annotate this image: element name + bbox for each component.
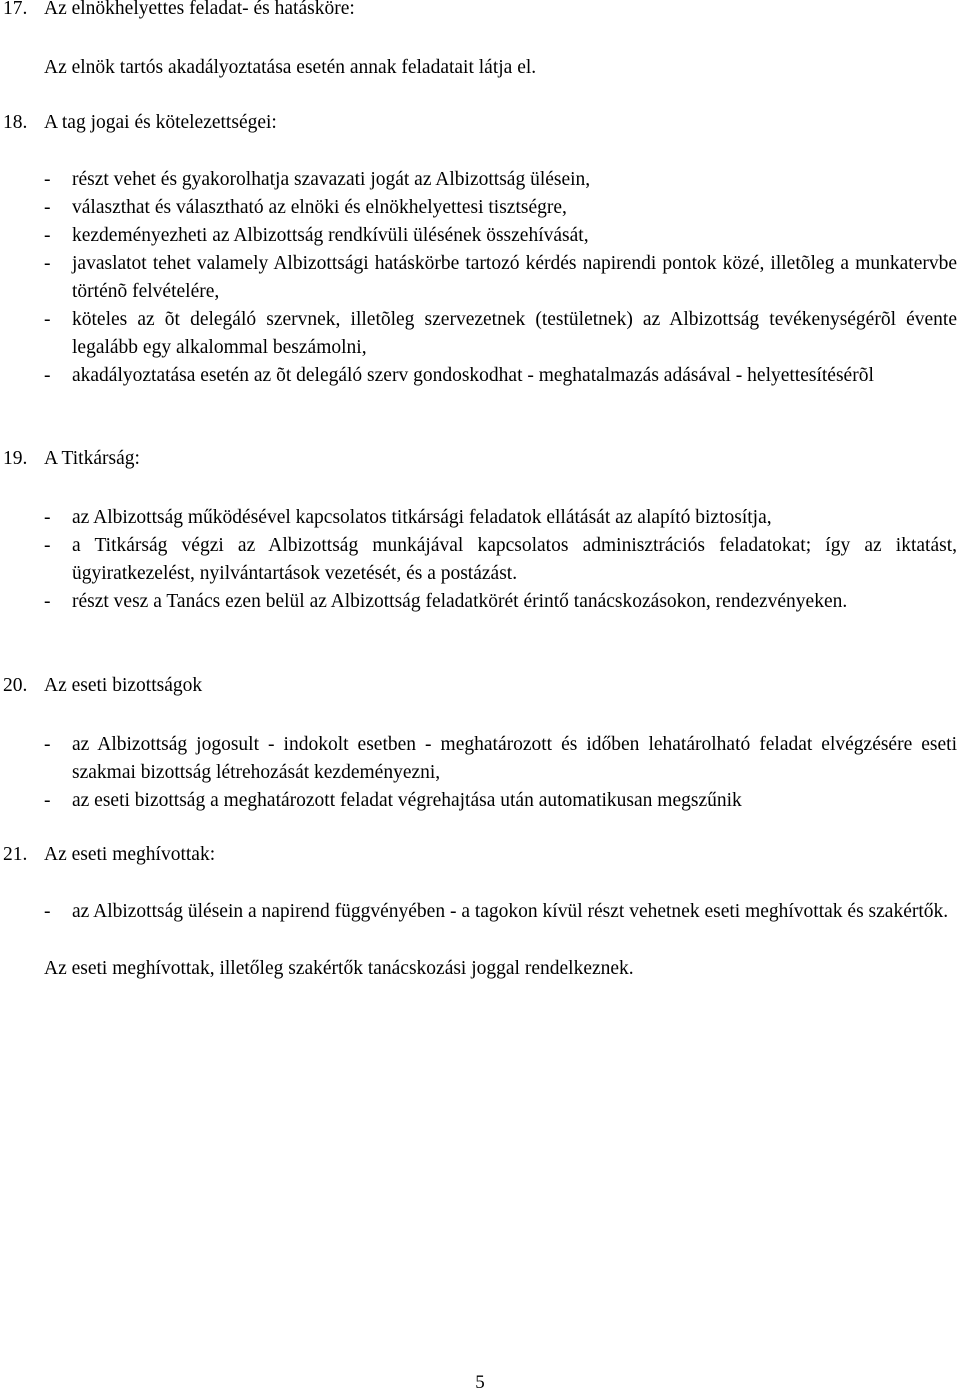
list-item [44, 898, 957, 926]
list-item-text: az Albizottság ülésein a napirend függvényében - a tagokon kívül részt vehetnek eseti meghívottak és szakértők. [72, 901, 949, 922]
bullet-dash: - [44, 169, 51, 190]
list-item-text: köteles az õt delegáló szervnek, illetõleg szervezetnek (testületnek) az Albizottság tevékenységérõl évente legalább egy alkalommal beszámolni, [72, 309, 957, 358]
section-21-paragraph: Az eseti meghívottak, illetőleg szakértők tanácskozási joggal rendelkeznek. [44, 958, 634, 979]
section-17-paragraph: Az elnök tartós akadályoztatása esetén annak feladatait látja el. [44, 57, 537, 78]
section-20-list [44, 731, 957, 815]
list-item [44, 532, 957, 588]
section-title: A Titkárság: [44, 448, 140, 469]
section-title: A tag jogai és kötelezettségei: [44, 112, 277, 133]
list-item-text: kezdeményezheti az Albizottság rendkívüli ülésének összehívását, [72, 225, 589, 246]
list-item [44, 504, 957, 532]
list-item [44, 250, 957, 306]
section-number: 19. [3, 448, 28, 469]
list-item [44, 222, 957, 250]
bullet-dash: - [44, 225, 51, 246]
section-number: 17. [3, 0, 28, 19]
list-item-text: az Albizottság működésével kapcsolatos titkársági feladatok ellátását az alapító biztosítja, [72, 507, 772, 528]
bullet-dash: - [44, 591, 51, 612]
list-item-text: választhat és választható az elnöki és elnökhelyettesi tisztségre, [72, 197, 567, 218]
section-19-list [44, 504, 957, 616]
bullet-dash: - [44, 365, 51, 386]
bullet-dash: - [44, 507, 51, 528]
list-item [44, 362, 957, 390]
section-number: 20. [3, 675, 28, 696]
list-item-text: részt vehet és gyakorolhatja szavazati jogát az Albizottság ülésein, [72, 169, 591, 190]
list-item [44, 731, 957, 787]
list-item-text: részt vesz a Tanács ezen belül az Albizottság feladatkörét érintő tanácskozásokon, rendezvényeken. [72, 591, 848, 612]
list-item [44, 306, 957, 362]
section-21-list [44, 898, 957, 926]
bullet-dash: - [44, 734, 51, 755]
section-title: Az eseti meghívottak: [44, 844, 216, 865]
bullet-dash: - [44, 790, 51, 811]
bullet-dash: - [44, 535, 51, 556]
list-item [44, 166, 957, 194]
list-item-text: az Albizottság jogosult - indokolt esetben - meghatározott és időben lehatárolható feladat elvégzésére eseti szakmai bizottság létrehozását kezdeményezni, [72, 734, 957, 783]
section-18-list [44, 166, 957, 390]
list-item-text: az eseti bizottság a meghatározott feladat végrehajtása után automatikusan megszűnik [72, 790, 742, 811]
bullet-dash: - [44, 309, 51, 330]
list-item [44, 194, 957, 222]
bullet-dash: - [44, 253, 51, 274]
bullet-dash: - [44, 197, 51, 218]
list-item-text: a Titkárság végzi az Albizottság munkájával kapcsolatos adminisztrációs feladatokat; így az iktatást, ügyiratkezelést, nyilvántartások vezetését, és a postázást. [72, 535, 957, 584]
page-number: 5 [475, 1372, 485, 1393]
section-number: 18. [3, 112, 28, 133]
list-item-text: javaslatot tehet valamely Albizottsági hatáskörbe tartozó kérdés napirendi pontok közé, illetõleg a munkatervbe történõ felvételére, [72, 253, 957, 302]
section-title: Az elnökhelyettes feladat- és hatásköre: [44, 0, 355, 19]
list-item-text: akadályoztatása esetén az õt delegáló szerv gondoskodhat - meghatalmazás adásával - helyettesítésérõl [72, 365, 874, 386]
section-title: Az eseti bizottságok [44, 675, 203, 696]
list-item [44, 787, 957, 815]
bullet-dash: - [44, 901, 51, 922]
list-item [44, 588, 957, 616]
section-number: 21. [3, 844, 28, 865]
